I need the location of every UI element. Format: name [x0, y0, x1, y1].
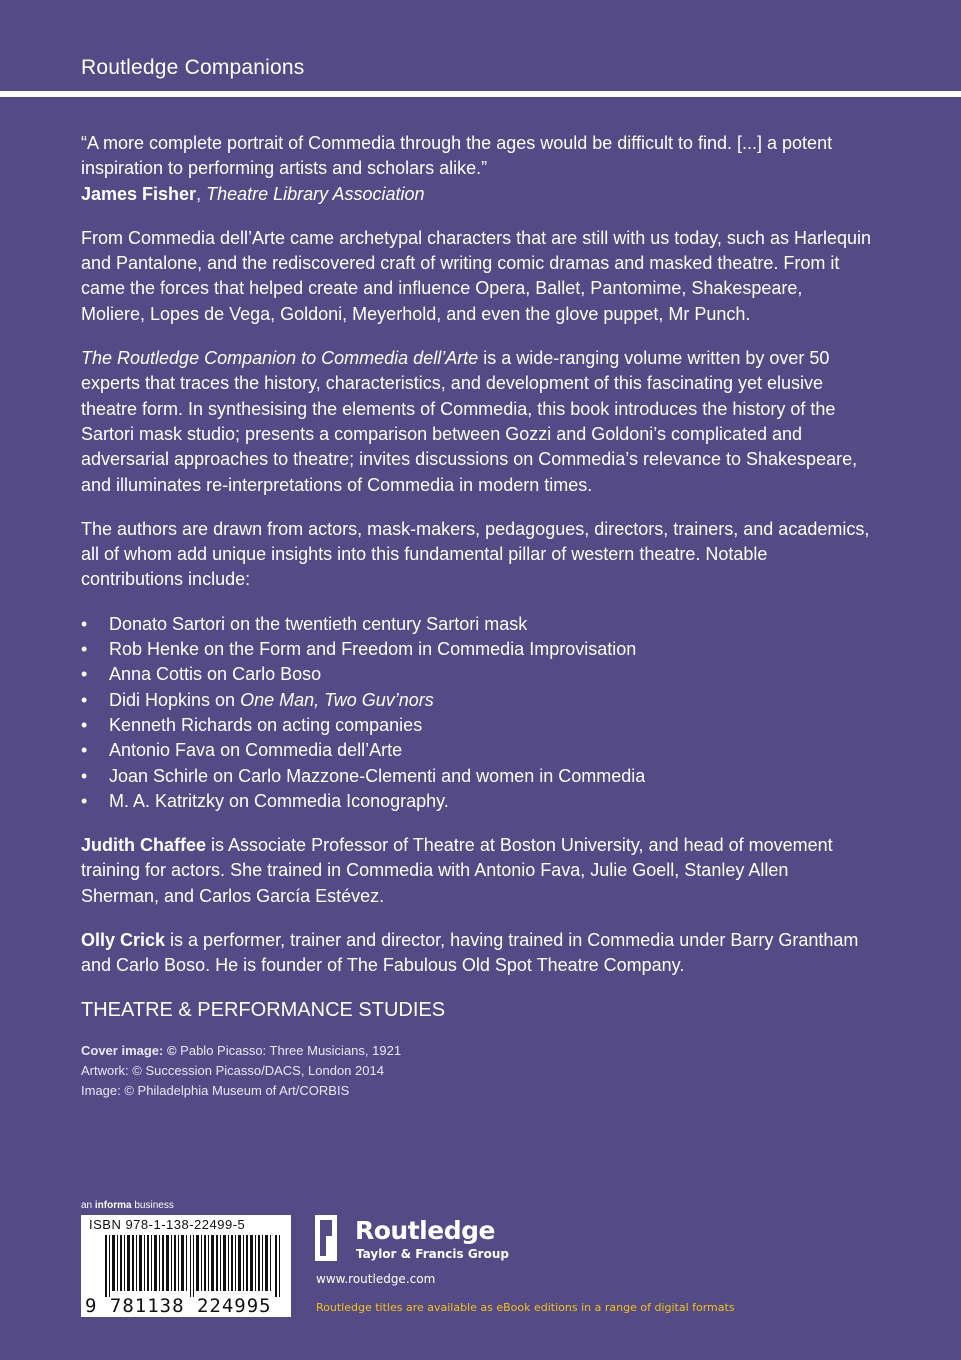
list-item-text: M. A. Katritzky on Commedia Iconography.	[109, 790, 449, 811]
list-item	[81, 612, 871, 637]
bullet: •	[81, 740, 88, 761]
list-item	[81, 637, 871, 662]
isbn-label: ISBN 978-1-138-22499-5	[89, 1217, 246, 1232]
subject-category: THEATRE & PERFORMANCE STUDIES	[81, 998, 446, 1021]
back-cover-text	[81, 131, 871, 1101]
review-quote	[81, 131, 871, 207]
quote-author: James Fisher	[81, 183, 197, 204]
editor-name: Olly Crick	[81, 930, 166, 951]
informa-prefix: an	[81, 1200, 95, 1211]
imprint-area	[81, 1200, 881, 1320]
list-item-text: Antonio Fava on Commedia dell’Arte	[109, 740, 403, 761]
credit-line	[81, 1041, 871, 1061]
barcode-icon	[105, 1235, 283, 1297]
intro-paragraph: From Commedia dell’Arte came archetypal characters that are still with us today, such as Harlequin and Pantalone, and the rediscovered craft of writing comic dramas and masked theatre. From it came the forces that helped create and influence Opera, Ballet, Pantomime, Shakespeare, Moliere, Lopes de Vega, Goldoni, Meyerhold, and even the glove puppet, Mr Punch.	[81, 227, 871, 324]
editor-bio-text: is a performer, trainer and director, having trained in Commedia under Barry Grantham and Carlo Boso. He is founder of The Fabulous Old Spot Theatre Company.	[81, 930, 859, 976]
publisher-name: Routledge	[355, 1216, 495, 1245]
editor-bio	[81, 833, 871, 909]
publisher-group: Taylor & Francis Group	[356, 1247, 509, 1261]
list-item-text: Joan Schirle on Carlo Mazzone-Clementi and women in Commedia	[109, 765, 646, 786]
editor-bio-text: is Associate Professor of Theatre at Boston University, and head of movement training for actors. She trained in Commedia with Antonio Fava, Julie Goell, Stanley Allen Sherman, and Carlos García Estévez.	[81, 835, 833, 906]
book-title: The Routledge Companion to Commedia dell’Arte	[81, 348, 479, 369]
list-item-text: Didi Hopkins on	[109, 689, 241, 710]
list-item-text: Rob Henke on the Form and Freedom in Commedia Improvisation	[109, 639, 637, 660]
routledge-logo-icon	[315, 1215, 337, 1261]
barcode-box	[81, 1215, 291, 1317]
list-item-italic: One Man, Two Guv’nors	[240, 689, 434, 710]
bullet: •	[81, 664, 88, 685]
informa-suffix: business	[131, 1200, 174, 1211]
credit-text: Pablo Picasso: Three Musicians, 1921	[176, 1042, 402, 1058]
editor-name: Judith Chaffee	[81, 835, 207, 856]
barcode-digits: 9 781138 224995	[85, 1295, 272, 1317]
ebook-note: Routledge titles are available as eBook editions in a range of digital formats	[316, 1301, 735, 1314]
list-item	[81, 789, 871, 814]
informa-name: informa	[94, 1200, 132, 1211]
editor-bio	[81, 928, 871, 979]
series-title: Routledge Companions	[81, 56, 305, 79]
credit-label: Cover image: ©	[81, 1042, 177, 1058]
list-item-text: Anna Cottis on Carlo Boso	[109, 664, 322, 685]
quote-source: Theatre Library Association	[206, 183, 425, 204]
quote-text: “A more complete portrait of Commedia through the ages would be difficult to find. [...] a potent inspiration to performing artists and scholars alike.”	[81, 133, 833, 179]
list-item	[81, 713, 871, 738]
bullet: •	[81, 765, 88, 786]
image-credits	[81, 1041, 871, 1101]
informa-tagline	[81, 1200, 174, 1211]
quote-separator: ,	[196, 183, 207, 204]
bullet: •	[81, 790, 88, 811]
book-description-text: is a wide-ranging volume written by over 50 experts that traces the history, characteristics, and development of this fascinating yet elusive theatre form. In synthesising the elements of Commedia, this book introduces the history of the Sartori mask studio; presents a comparison between Gozzi and Goldoni’s complicated and adversarial approaches to theatre; invites discussions on Commedia’s relevance to Shakespeare, and illuminates re-interpretations of Commedia in modern times.	[81, 348, 858, 495]
header-rule	[0, 91, 961, 97]
bullet: •	[81, 613, 88, 634]
list-item-text: Kenneth Richards on acting companies	[109, 714, 423, 735]
bullet: •	[81, 714, 88, 735]
bullet: •	[81, 639, 88, 660]
list-item	[81, 764, 871, 789]
list-item	[81, 688, 871, 713]
contributions-list	[81, 612, 871, 814]
list-item	[81, 662, 871, 687]
bullet: •	[81, 689, 88, 710]
authors-paragraph: The authors are drawn from actors, mask-makers, pedagogues, directors, trainers, and academics, all of whom add unique insights into this fundamental pillar of western theatre. Notable contributions include:	[81, 518, 870, 590]
credit-line: Image: © Philadelphia Museum of Art/CORBIS	[81, 1082, 350, 1098]
list-item	[81, 738, 871, 763]
book-description	[81, 346, 871, 498]
list-item-text: Donato Sartori on the twentieth century Sartori mask	[109, 613, 528, 634]
credit-line: Artwork: © Succession Picasso/DACS, London 2014	[81, 1062, 384, 1078]
quote-attribution	[81, 182, 871, 207]
publisher-website[interactable]: www.routledge.com	[316, 1272, 436, 1286]
